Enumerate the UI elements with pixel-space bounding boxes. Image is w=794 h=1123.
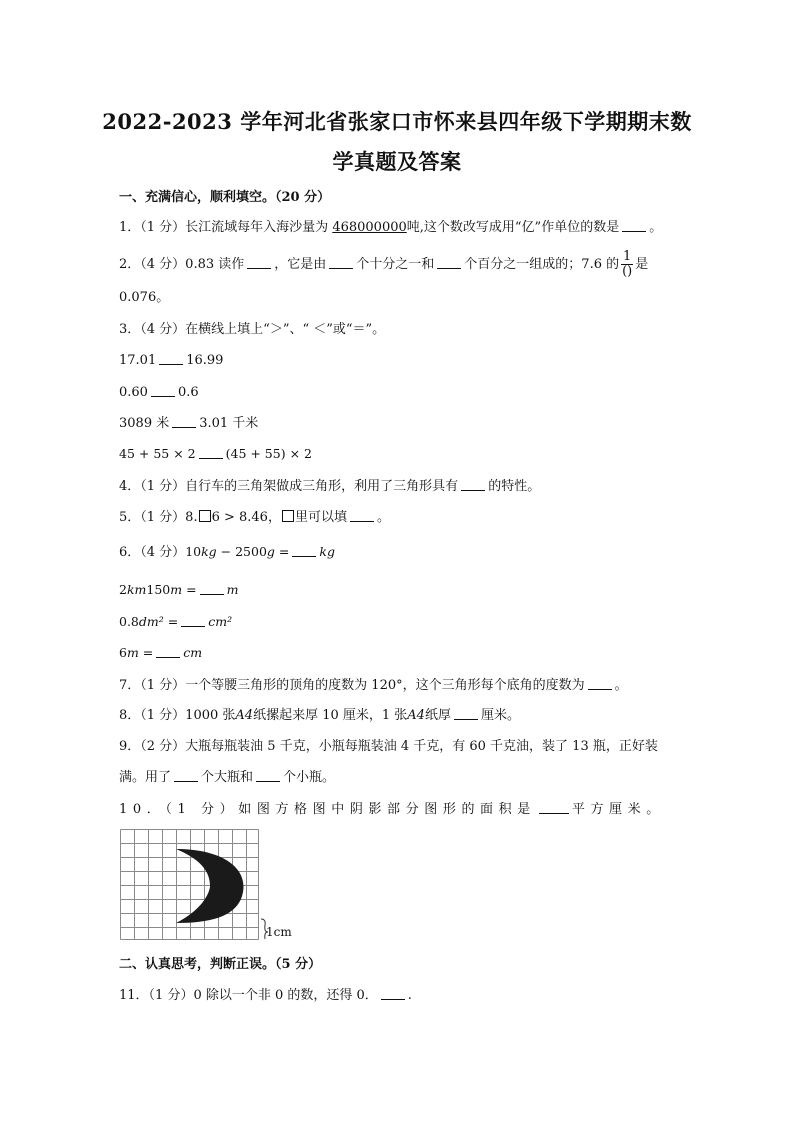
q6-r2-unit-2: m xyxy=(170,582,183,597)
section-2-heading: 二、认真思考，判断正误。（5 分） xyxy=(119,957,322,972)
q6-r1-unit-3: kg xyxy=(319,544,335,559)
q2-blank-3[interactable] xyxy=(437,256,461,269)
q3-r1-blank[interactable] xyxy=(159,352,183,365)
q3-row-2 xyxy=(119,384,199,402)
q11-answer-blank[interactable] xyxy=(381,987,405,1000)
q5-part-b: 6 > 8.46， xyxy=(211,510,281,525)
q6-r1-value-2: − 2500 xyxy=(216,544,267,559)
grid-figure xyxy=(120,829,300,944)
question-9-line-2 xyxy=(119,769,335,787)
question-9-line-1: 9．（2 分）大瓶每瓶装油 5 千克，小瓶每瓶装油 4 千克，有 60 千克油，装了 13 瓶，正好装 xyxy=(119,739,658,754)
q3-r2-right: 0.6 xyxy=(177,385,199,400)
unit-label: 1cm xyxy=(266,925,292,939)
q3-row-1 xyxy=(119,352,223,370)
q6-r1-value: 10 xyxy=(185,544,202,559)
q2-part-d: 个百分之一组成的；7.6 的 xyxy=(464,257,620,272)
question-5 xyxy=(119,509,390,527)
q2-part-b: ，它是由 xyxy=(274,257,327,272)
q6-r2-blank[interactable] xyxy=(200,582,224,595)
q3-r1-right: 16.99 xyxy=(186,353,224,368)
q6-r3-equals: = xyxy=(163,614,179,629)
q5-answer-blank[interactable] xyxy=(350,509,374,522)
q10-answer-blank[interactable] xyxy=(539,801,569,814)
q3-r3-left: 3089 米 xyxy=(119,416,170,431)
q6-r4-equals: = xyxy=(138,645,154,660)
q9-part-a: 满。用了 xyxy=(119,770,172,785)
q1-answer-blank[interactable] xyxy=(622,219,646,232)
q6-r4-unit-1: m xyxy=(126,645,139,660)
q2-part-e: 是 xyxy=(635,257,649,272)
q5-square-box-2 xyxy=(282,510,294,522)
q3-r2-left: 0.60 xyxy=(119,385,148,400)
q7-answer-blank[interactable] xyxy=(588,677,612,690)
q4-text: 4．（1 分）自行车的三角架做成三角形，利用了三角形具有 xyxy=(119,479,459,494)
q6-row-4 xyxy=(119,644,202,662)
q2-fraction-numerator: 1 xyxy=(623,249,632,264)
q7-text: 7．（1 分）一个等腰三角形的顶角的度数为 120°，这个三角形每个底角的度数为 xyxy=(119,678,585,693)
q9-part-b: 个大瓶和 xyxy=(201,770,254,785)
question-7 xyxy=(119,677,628,695)
q2-part-a: 2．（4 分）0.83 读作 xyxy=(119,257,245,272)
q6-r1-equals: = xyxy=(274,544,290,559)
question-2 xyxy=(119,250,648,279)
q3-r1-left: 17.01 xyxy=(119,353,157,368)
q8-a4-1: A4 xyxy=(235,708,254,723)
q1-prefix: 1．（1 分）长江流域每年入海沙量为 xyxy=(119,220,333,235)
page-title-line2: 学真题及答案 xyxy=(332,149,462,174)
q3-r4-blank[interactable] xyxy=(199,446,223,459)
q6-r2-unit-1: km xyxy=(126,582,147,597)
q6-r2-equals: = xyxy=(182,582,197,597)
q2-part-c: 个十分之一和 xyxy=(356,257,435,272)
question-3-heading: 3．（4 分）在横线上填上“＞”、“ ＜”或“＝”。 xyxy=(119,322,386,337)
q6-r3-value: 0.8 xyxy=(119,614,139,629)
q2-blank-1[interactable] xyxy=(247,256,271,269)
question-6 xyxy=(119,543,335,562)
q6-r2-unit-3: m xyxy=(226,582,239,597)
q6-r2-value: 2 xyxy=(119,582,127,597)
q3-r3-right: 3.01 千米 xyxy=(199,416,259,431)
q11-end: . xyxy=(407,988,412,1003)
q3-r4-left: 45 + 55 × 2 xyxy=(119,446,196,461)
q6-r4-value: 6 xyxy=(119,645,127,660)
q6-r1-unit-2: g xyxy=(266,544,275,559)
question-4 xyxy=(119,478,540,496)
q3-r3-blank[interactable] xyxy=(172,415,196,428)
q4-end: 的特性。 xyxy=(488,479,541,494)
q8-end: 厘米。 xyxy=(480,708,520,723)
q6-r2-value-2: 150 xyxy=(146,582,171,597)
q1-end: 。 xyxy=(649,220,663,235)
q8-part-c: 纸摞起来厚 10 厘米，1 张 xyxy=(253,708,408,723)
q9-end: 个小瓶。 xyxy=(283,770,336,785)
q5-part-c: 里可以填 xyxy=(294,510,347,525)
q6-r1-unit-1: kg xyxy=(201,544,217,559)
q6-r3-blank[interactable] xyxy=(181,614,205,627)
q9-blank-1[interactable] xyxy=(174,769,198,782)
q10-end: 平方厘米。 xyxy=(571,802,665,817)
q3-r2-blank[interactable] xyxy=(151,384,175,397)
question-11 xyxy=(119,987,412,1005)
q5-square-box xyxy=(199,510,211,522)
q6-row-2 xyxy=(119,581,238,599)
q8-answer-blank[interactable] xyxy=(454,707,478,720)
question-8 xyxy=(119,707,520,725)
q8-part-a: 8．（1 分）1000 张 xyxy=(119,708,236,723)
q2-fraction-denominator[interactable]: () xyxy=(622,264,633,279)
q3-row-4 xyxy=(119,445,312,463)
q6-r3-unit-3: cm² xyxy=(208,614,233,629)
question-1 xyxy=(119,219,662,237)
q7-end: 。 xyxy=(614,678,628,693)
q4-answer-blank[interactable] xyxy=(461,478,485,491)
q1-text: 吨,这个数改写成用“亿”作单位的数是 xyxy=(406,220,620,235)
question-2-continued: 0.076。 xyxy=(119,290,170,305)
q11-text: 11．（1 分）0 除以一个非 0 的数，还得 0． xyxy=(119,988,378,1003)
q5-end: 。 xyxy=(376,510,390,525)
q6-r1-blank[interactable] xyxy=(292,544,316,557)
section-1-heading: 一、充满信心，顺利填空。（20 分） xyxy=(119,190,331,205)
q3-row-3 xyxy=(119,415,258,433)
q6-heading: 6．（4 分） xyxy=(119,545,186,560)
q3-r4-right: (45 + 55) × 2 xyxy=(225,446,312,461)
q6-r4-unit-3: cm xyxy=(183,645,203,660)
q6-r3-unit-1: dm² xyxy=(138,614,164,629)
question-10 xyxy=(119,801,665,819)
q2-blank-2[interactable] xyxy=(329,256,353,269)
q10-text: 10．（1 分）如图方格图中阴影部分图形的面积是 xyxy=(119,802,536,817)
q1-number: 468000000 xyxy=(332,220,407,235)
q8-part-e: 纸厚 xyxy=(424,708,451,723)
q9-blank-2[interactable] xyxy=(256,769,280,782)
q2-fraction xyxy=(621,250,633,279)
q5-part-a: 5．（1 分）8. xyxy=(119,510,198,525)
q6-row-3 xyxy=(119,613,232,631)
q8-a4-2: A4 xyxy=(407,708,425,723)
page-title-line1: 2022-2023 学年河北省张家口市怀来县四年级下学期期末数 xyxy=(102,109,692,134)
q6-r4-blank[interactable] xyxy=(156,645,180,658)
